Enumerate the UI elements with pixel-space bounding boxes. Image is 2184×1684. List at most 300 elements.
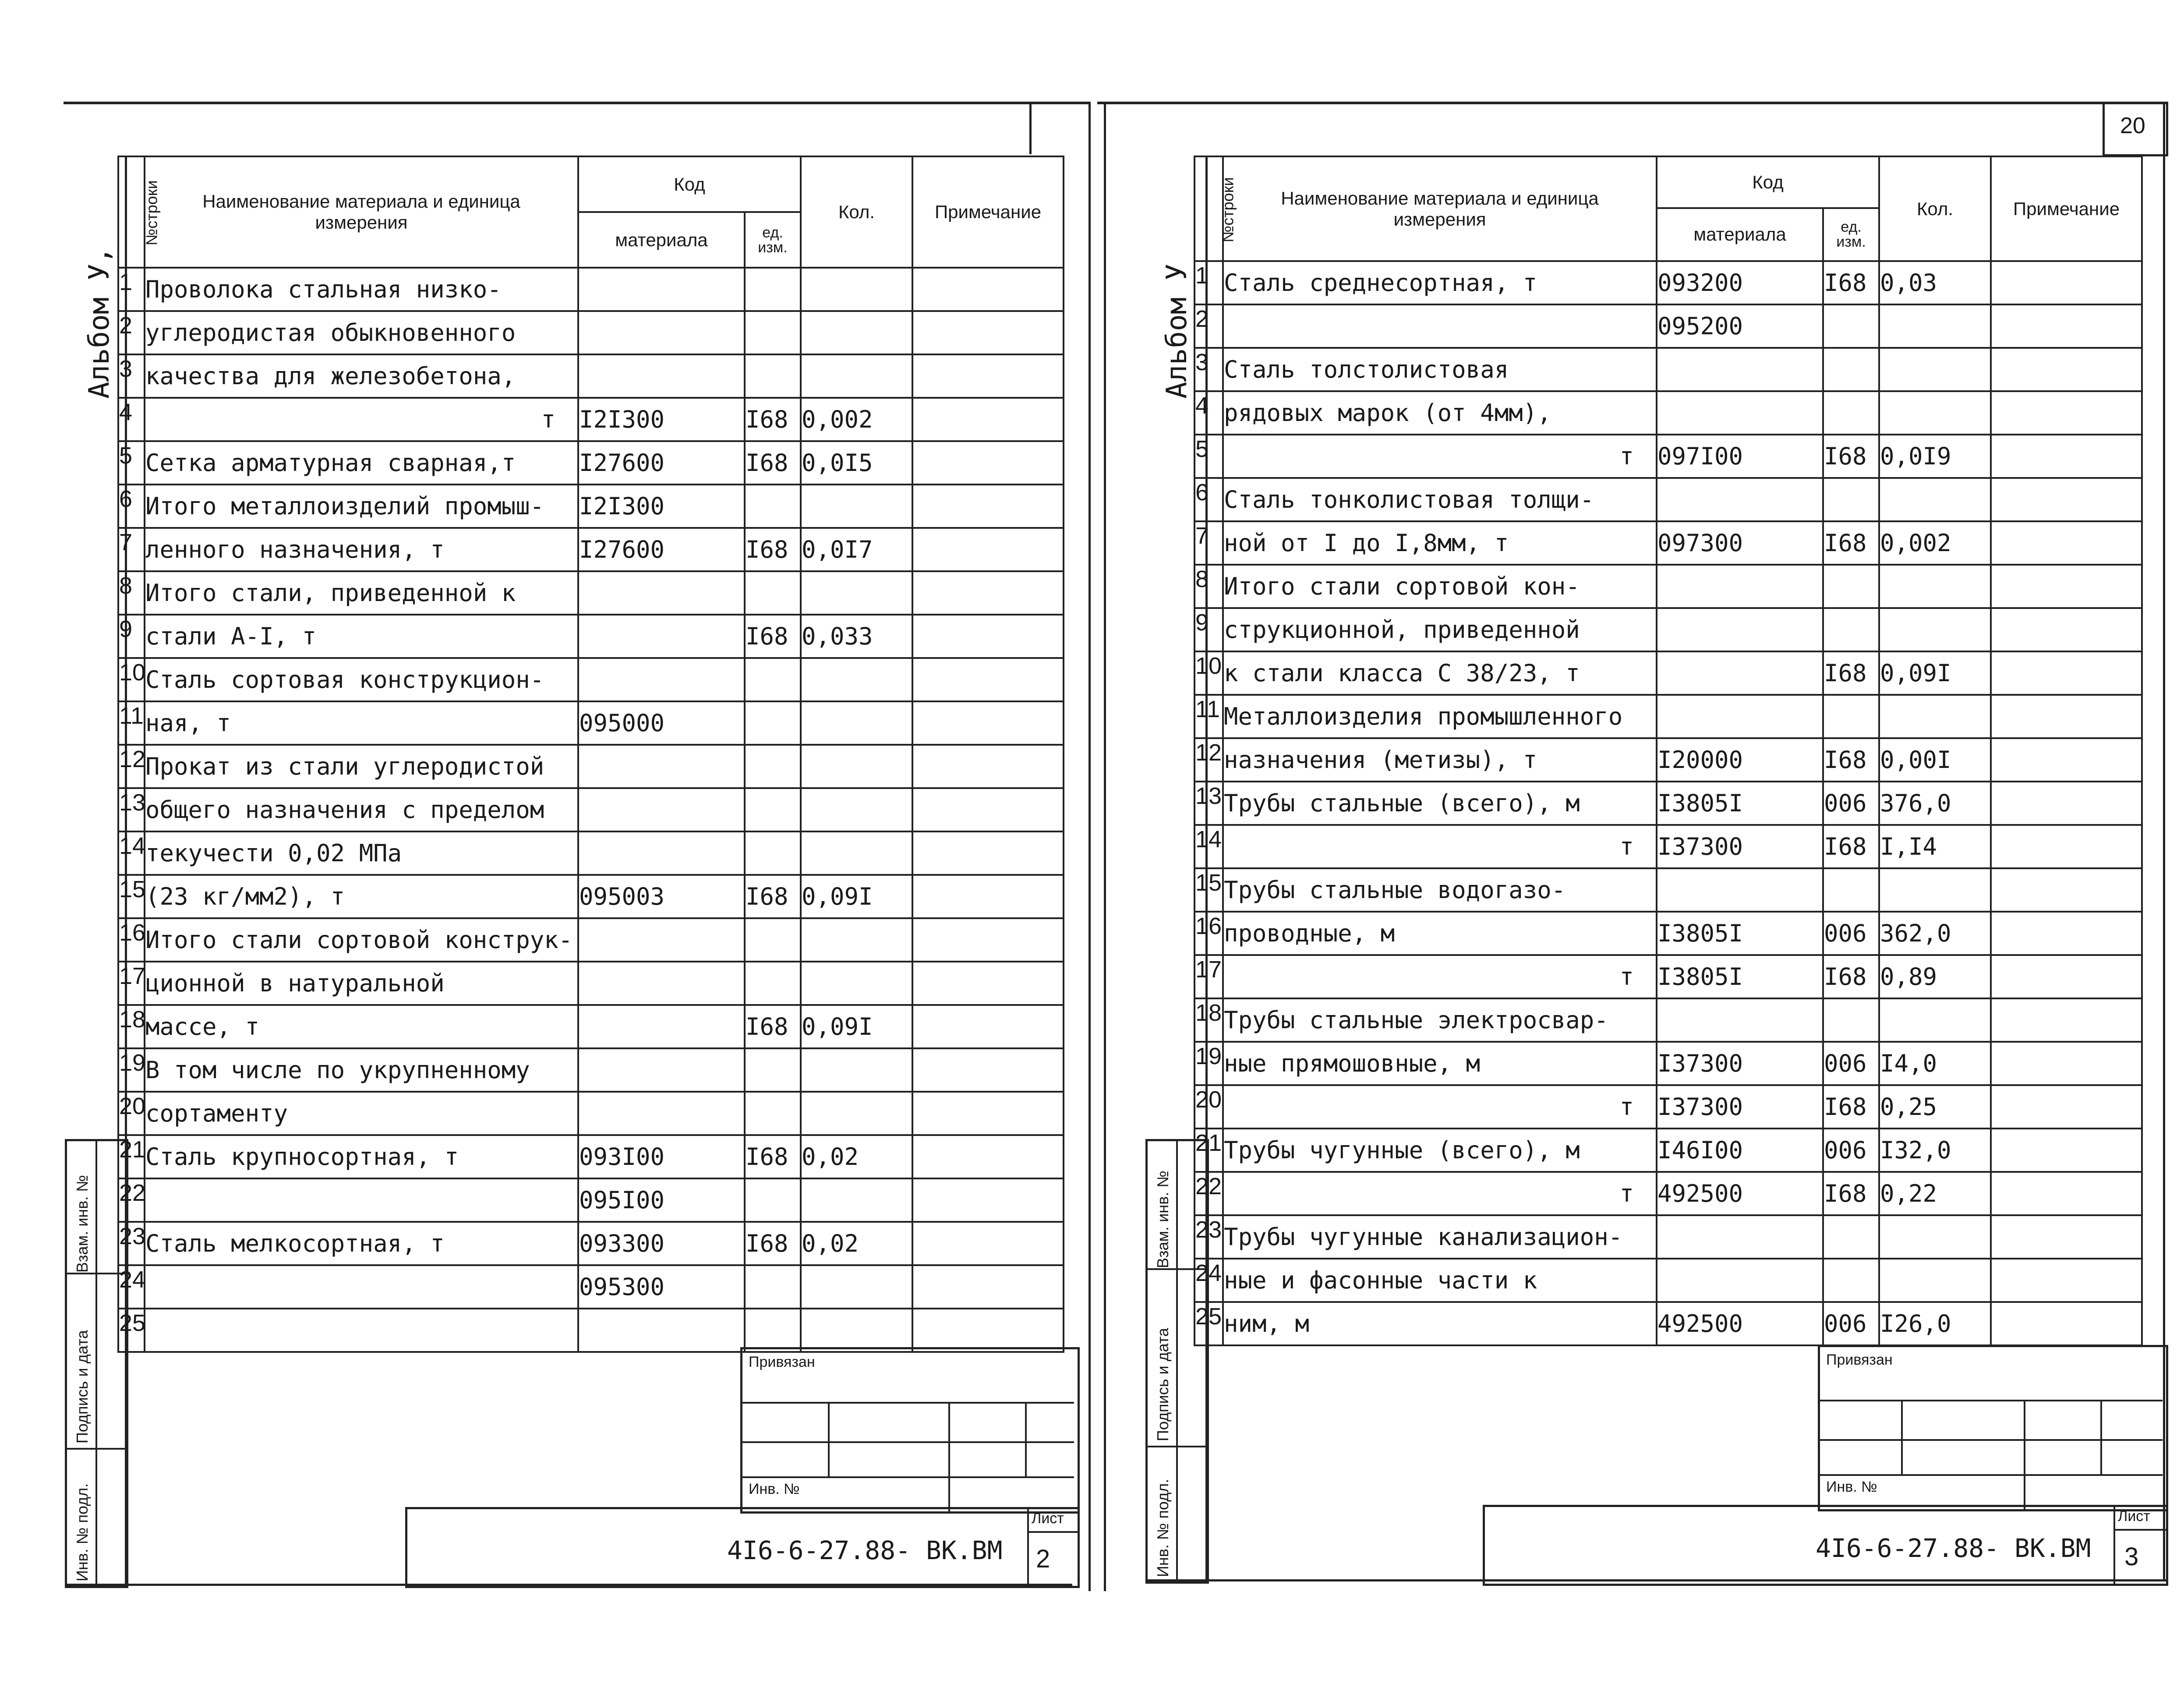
unit-code: I68 [1823, 651, 1879, 695]
material-code [1657, 695, 1823, 738]
table-row [1194, 1042, 2142, 1085]
header-qty: Кол. [801, 156, 912, 268]
unit-code: I68 [1823, 738, 1879, 782]
quantity [1879, 1259, 1991, 1302]
material-name: ционной в натуральной [145, 962, 578, 1005]
row-number: 6 [1194, 478, 1223, 521]
quantity: 0,0I5 [801, 441, 912, 485]
row-number: 19 [1194, 1042, 1223, 1085]
unit-code [745, 268, 801, 311]
material-code: I3805I [1657, 955, 1823, 998]
material-code [578, 571, 745, 615]
quantity: 0,09I [1879, 651, 1991, 695]
row-number: 8 [118, 571, 145, 615]
unit-code [745, 962, 801, 1005]
table-row [1194, 825, 2142, 868]
note-cell [912, 788, 1064, 831]
unit-code [745, 571, 801, 615]
note-cell [1991, 955, 2142, 998]
table-row [1194, 1302, 2142, 1345]
row-number: 4 [1194, 391, 1223, 435]
note-cell [912, 1092, 1064, 1135]
table-row [118, 311, 1064, 354]
table-row [118, 1265, 1064, 1309]
table-row [118, 658, 1064, 701]
note-cell [912, 268, 1064, 311]
table-row [1194, 1085, 2142, 1129]
table-row [1194, 348, 2142, 391]
note-cell [1991, 261, 2142, 304]
material-code [1657, 1215, 1823, 1259]
page-number-left: 2 [1036, 1545, 1050, 1573]
note-cell [1991, 912, 2142, 955]
right-page-left-edge [1104, 102, 1106, 1591]
quantity [801, 268, 912, 311]
material-code [578, 1005, 745, 1048]
quantity [801, 831, 912, 875]
note-cell [912, 1048, 1064, 1092]
table-row [118, 875, 1064, 918]
note-cell [1991, 825, 2142, 868]
table-row [1194, 782, 2142, 825]
note-cell [912, 528, 1064, 571]
quantity [801, 788, 912, 831]
material-name: рядовых марок (от 4мм), [1223, 391, 1657, 435]
material-code: I20000 [1657, 738, 1823, 782]
material-code [1657, 391, 1823, 435]
row-number: 12 [118, 745, 145, 788]
quantity [1879, 1215, 1991, 1259]
unit-code [745, 1265, 801, 1309]
top-border-left [64, 102, 1091, 104]
unit-code [745, 1048, 801, 1092]
material-name: общего назначения с пределом [145, 788, 578, 831]
table-row [1194, 955, 2142, 998]
material-name: ленного назначения, т [145, 528, 578, 571]
row-number: 22 [118, 1178, 145, 1222]
material-code: I46I00 [1657, 1129, 1823, 1172]
quantity [801, 354, 912, 398]
left-page-right-edge [1088, 102, 1091, 1591]
row-number: 6 [118, 485, 145, 528]
material-name: углеродистая обыкновенного [145, 311, 578, 354]
material-name: Трубы стальные водогазо- [1223, 868, 1657, 912]
note-cell [1991, 348, 2142, 391]
table-row [1194, 868, 2142, 912]
material-code: 097I00 [1657, 435, 1823, 478]
note-cell [912, 571, 1064, 615]
note-cell [912, 831, 1064, 875]
material-name: сортаменту [145, 1092, 578, 1135]
material-code [1657, 565, 1823, 608]
row-number: 8 [1194, 565, 1223, 608]
row-number: 13 [118, 788, 145, 831]
table-row [118, 918, 1064, 962]
material-name: ной от I до I,8мм, т [1223, 521, 1657, 565]
header-qty-right: Кол. [1879, 156, 1991, 261]
quantity [801, 1092, 912, 1135]
table-row [118, 615, 1064, 658]
unit-code [745, 1092, 801, 1135]
unit-code: I68 [1823, 261, 1879, 304]
row-number: 17 [118, 962, 145, 1005]
table-row [118, 354, 1064, 398]
row-number: 2 [118, 311, 145, 354]
material-name: Итого стали сортовой конструк- [145, 918, 578, 962]
material-name: т [1223, 1172, 1657, 1215]
row-number: 11 [118, 701, 145, 745]
quantity [801, 701, 912, 745]
unit-code: 006 [1823, 912, 1879, 955]
unit-code: I68 [745, 1005, 801, 1048]
inv-no-label: Инв. № [749, 1481, 800, 1497]
note-cell [1991, 391, 2142, 435]
material-name: Прокат из стали углеродистой [145, 745, 578, 788]
material-code [578, 962, 745, 1005]
material-name: ная, т [145, 701, 578, 745]
quantity [801, 918, 912, 962]
header-material: материала [578, 212, 745, 268]
quantity [801, 1048, 912, 1092]
unit-code [1823, 998, 1879, 1042]
note-cell [1991, 304, 2142, 348]
quantity [801, 1265, 912, 1309]
stamp-left [740, 1347, 1080, 1514]
table-row [118, 1222, 1064, 1265]
note-cell [1991, 868, 2142, 912]
unit-code: 006 [1823, 782, 1879, 825]
note-cell [912, 311, 1064, 354]
table-row [1194, 651, 2142, 695]
note-cell [912, 1135, 1064, 1178]
quantity: 362,0 [1879, 912, 1991, 955]
material-code [578, 615, 745, 658]
sheet-number: 20 [2120, 113, 2145, 138]
material-name: ные и фасонные части к [1223, 1259, 1657, 1302]
table-row [1194, 998, 2142, 1042]
table-row [1194, 565, 2142, 608]
inv-podl-label-right: Инв. № подл. [1154, 1479, 1172, 1577]
header-name: Наименование материала и единица измерения [145, 156, 578, 268]
inv-no-label-right: Инв. № [1826, 1479, 1877, 1495]
unit-code [745, 1309, 801, 1352]
album-label-left: Альбом У, [83, 247, 116, 399]
unit-code [1823, 304, 1879, 348]
note-cell [1991, 608, 2142, 651]
unit-code [1823, 868, 1879, 912]
note-cell [1991, 1215, 2142, 1259]
note-cell [912, 1309, 1064, 1352]
unit-code: I68 [745, 441, 801, 485]
table-row [1194, 435, 2142, 478]
unit-code [1823, 1215, 1879, 1259]
material-name: Сталь тонколистовая толщи- [1223, 478, 1657, 521]
note-cell [1991, 1172, 2142, 1215]
table-row [118, 441, 1064, 485]
unit-code: 006 [1823, 1129, 1879, 1172]
table-row [1194, 261, 2142, 304]
quantity: I4,0 [1879, 1042, 1991, 1085]
table-row [1194, 478, 2142, 521]
header-row-no-right: №строки [1194, 156, 1223, 261]
row-number: 5 [118, 441, 145, 485]
material-name: текучести 0,02 МПа [145, 831, 578, 875]
header-note: Примечание [912, 156, 1064, 268]
quantity: 0,25 [1879, 1085, 1991, 1129]
material-name: Сталь крупносортная, т [145, 1135, 578, 1178]
material-name: Сетка арматурная сварная,т [145, 441, 578, 485]
material-name [145, 1309, 578, 1352]
unit-code: I68 [745, 398, 801, 441]
material-name [145, 1178, 578, 1222]
row-number: 7 [118, 528, 145, 571]
material-code [578, 268, 745, 311]
row-number: 10 [1194, 651, 1223, 695]
material-code: I2I300 [578, 398, 745, 441]
note-cell [1991, 651, 2142, 695]
material-code: 492500 [1657, 1172, 1823, 1215]
table-row [118, 485, 1064, 528]
row-number: 20 [118, 1092, 145, 1135]
material-name: стали А-I, т [145, 615, 578, 658]
row-number: 23 [118, 1222, 145, 1265]
unit-code: I68 [745, 875, 801, 918]
linked-label: Привязан [749, 1354, 815, 1370]
note-cell [1991, 1042, 2142, 1085]
quantity: 0,02 [801, 1135, 912, 1178]
material-name: ним, м [1223, 1302, 1657, 1345]
note-cell [912, 875, 1064, 918]
table-row [1194, 1172, 2142, 1215]
unit-code [1823, 695, 1879, 738]
quantity: 0,03 [1879, 261, 1991, 304]
material-code: I3805I [1657, 782, 1823, 825]
note-cell [1991, 738, 2142, 782]
material-name: т [1223, 1085, 1657, 1129]
table-row [118, 1135, 1064, 1178]
note-cell [912, 1265, 1064, 1309]
quantity [1879, 608, 1991, 651]
row-number: 15 [1194, 868, 1223, 912]
table-row [118, 745, 1064, 788]
material-code [578, 354, 745, 398]
unit-code [1823, 348, 1879, 391]
unit-code [1823, 1259, 1879, 1302]
table-row [1194, 1215, 2142, 1259]
unit-code: I68 [745, 1135, 801, 1178]
material-name: струкционной, приведенной [1223, 608, 1657, 651]
row-number: 21 [118, 1135, 145, 1178]
material-name: назначения (метизы), т [1223, 738, 1657, 782]
material-code: I37300 [1657, 1085, 1823, 1129]
spec-table-right [1194, 156, 2143, 1346]
table-row [118, 1048, 1064, 1092]
material-code: 093300 [578, 1222, 745, 1265]
table-row [1194, 608, 2142, 651]
unit-code: I68 [1823, 825, 1879, 868]
top-border-right [1097, 102, 2166, 104]
table-row [1194, 391, 2142, 435]
quantity [801, 311, 912, 354]
unit-code: I68 [745, 1222, 801, 1265]
material-name: Трубы чугунные (всего), м [1223, 1129, 1657, 1172]
unit-code [1823, 478, 1879, 521]
row-number: 14 [1194, 825, 1223, 868]
note-cell [912, 441, 1064, 485]
row-number: 12 [1194, 738, 1223, 782]
note-cell [912, 1005, 1064, 1048]
quantity [801, 1309, 912, 1352]
table-row [1194, 304, 2142, 348]
note-cell [1991, 695, 2142, 738]
table-row [118, 268, 1064, 311]
material-name: Итого стали сортовой кон- [1223, 565, 1657, 608]
unit-code: 006 [1823, 1042, 1879, 1085]
material-name: В том числе по укрупненному [145, 1048, 578, 1092]
quantity: I26,0 [1879, 1302, 1991, 1345]
table-row [1194, 912, 2142, 955]
quantity: 0,02 [801, 1222, 912, 1265]
note-cell [912, 1178, 1064, 1222]
table-row [1194, 1129, 2142, 1172]
linked-label-right: Привязан [1826, 1351, 1893, 1368]
material-code [578, 1309, 745, 1352]
row-number: 18 [1194, 998, 1223, 1042]
row-number: 22 [1194, 1172, 1223, 1215]
row-number: 25 [1194, 1302, 1223, 1345]
row-number: 3 [1194, 348, 1223, 391]
unit-code: I68 [1823, 435, 1879, 478]
material-code: I27600 [578, 441, 745, 485]
quantity: 0,0I9 [1879, 435, 1991, 478]
quantity [1879, 565, 1991, 608]
note-cell [1991, 521, 2142, 565]
material-code: 093I00 [578, 1135, 745, 1178]
table-row [118, 962, 1064, 1005]
right-rows [1194, 261, 2142, 1345]
row-number: 20 [1194, 1085, 1223, 1129]
material-name [1223, 304, 1657, 348]
quantity [801, 1178, 912, 1222]
material-code [1657, 651, 1823, 695]
material-name: качества для железобетона, [145, 354, 578, 398]
material-code [578, 658, 745, 701]
note-cell [1991, 782, 2142, 825]
material-name: ные прямошовные, м [1223, 1042, 1657, 1085]
row-number: 14 [118, 831, 145, 875]
quantity [1879, 868, 1991, 912]
left-rows [118, 268, 1064, 1352]
vzam-inv-label-right: Взам. инв. № [1154, 1170, 1172, 1268]
row-number: 2 [1194, 304, 1223, 348]
material-name: Сталь мелкосортная, т [145, 1222, 578, 1265]
quantity: 0,22 [1879, 1172, 1991, 1215]
unit-code [1823, 391, 1879, 435]
quantity: 0,00I [1879, 738, 1991, 782]
note-cell [1991, 1302, 2142, 1345]
material-code: I37300 [1657, 1042, 1823, 1085]
row-number: 9 [1194, 608, 1223, 651]
quantity [1879, 695, 1991, 738]
unit-code [745, 745, 801, 788]
table-row [1194, 521, 2142, 565]
material-name: Трубы чугунные канализацион- [1223, 1215, 1657, 1259]
row-number: 24 [118, 1265, 145, 1309]
material-name: т [1223, 435, 1657, 478]
row-number: 19 [118, 1048, 145, 1092]
unit-code: 006 [1823, 1302, 1879, 1345]
row-number: 11 [1194, 695, 1223, 738]
material-code: I2I300 [578, 485, 745, 528]
header-material-right: материала [1657, 208, 1823, 261]
album-label-right: Альбом У [1161, 263, 1193, 399]
material-code: I3805I [1657, 912, 1823, 955]
unit-code: I68 [1823, 955, 1879, 998]
quantity: 0,033 [801, 615, 912, 658]
row-number: 10 [118, 658, 145, 701]
unit-code [745, 485, 801, 528]
material-name: Проволока стальная низко- [145, 268, 578, 311]
note-cell [912, 398, 1064, 441]
quantity [801, 485, 912, 528]
quantity [1879, 304, 1991, 348]
material-code: 095000 [578, 701, 745, 745]
row-number: 1 [118, 268, 145, 311]
note-cell [1991, 1085, 2142, 1129]
note-cell [1991, 1259, 2142, 1302]
header-name-right: Наименование материала и единица измерения [1223, 156, 1657, 261]
material-code [578, 311, 745, 354]
material-name: массе, т [145, 1005, 578, 1048]
material-code [578, 918, 745, 962]
unit-code [745, 311, 801, 354]
table-row [1194, 1259, 2142, 1302]
left-header-divider [1029, 102, 1032, 154]
unit-code: I68 [1823, 1172, 1879, 1215]
material-code [1657, 478, 1823, 521]
material-code [578, 1092, 745, 1135]
note-cell [912, 918, 1064, 962]
quantity [1879, 391, 1991, 435]
quantity: I32,0 [1879, 1129, 1991, 1172]
table-row [118, 1005, 1064, 1048]
row-number: 1 [1194, 261, 1223, 304]
header-unit: ед. изм. [745, 212, 801, 268]
material-code: 097300 [1657, 521, 1823, 565]
row-number: 15 [118, 875, 145, 918]
note-cell [912, 485, 1064, 528]
note-cell [1991, 1129, 2142, 1172]
material-code: 093200 [1657, 261, 1823, 304]
quantity: 0,002 [801, 398, 912, 441]
material-code: I27600 [578, 528, 745, 571]
unit-code [745, 1178, 801, 1222]
material-name: Итого стали, приведенной к [145, 571, 578, 615]
material-name: т [1223, 825, 1657, 868]
table-row [118, 831, 1064, 875]
table-row [1194, 738, 2142, 782]
table-row [118, 1178, 1064, 1222]
header-note-right: Примечание [1991, 156, 2142, 261]
row-number: 16 [1194, 912, 1223, 955]
note-cell [912, 658, 1064, 701]
sheet-number-box [2103, 102, 2168, 156]
quantity: 0,0I7 [801, 528, 912, 571]
material-code [578, 1048, 745, 1092]
sheet-label-right: Лист [2118, 1508, 2150, 1525]
quantity [801, 658, 912, 701]
material-name: проводные, м [1223, 912, 1657, 955]
